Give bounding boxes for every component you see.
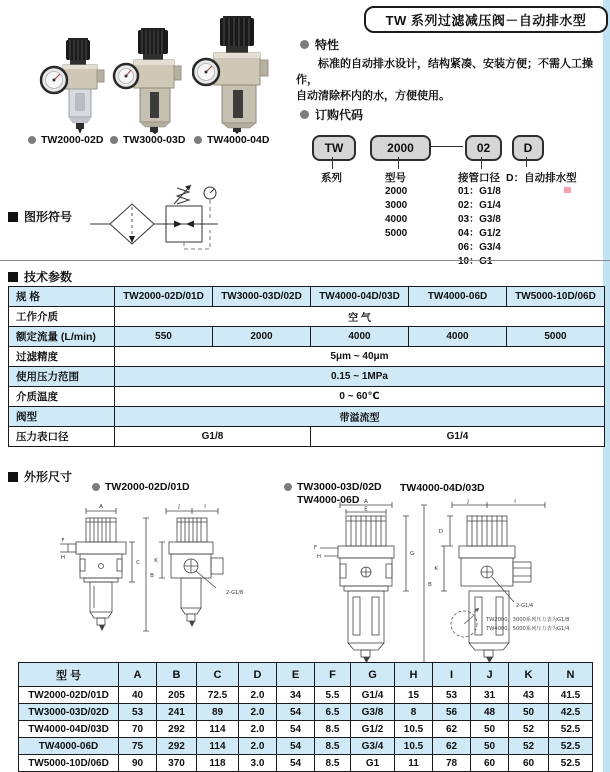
spec-header-cell: TW4000-04D/03D: [311, 287, 409, 307]
ordering-tick-series: [332, 157, 333, 169]
dim-cell: 52: [509, 721, 549, 738]
gauge-note-line1: TW2000、3000系列压力表为G1/8: [486, 617, 570, 623]
dim-cell: 10.5: [395, 738, 433, 755]
dim-header-cell: E: [277, 663, 315, 687]
dim-letter: C: [136, 560, 140, 566]
dim-letter: K: [154, 558, 158, 564]
ordering-box-series-text: TW: [324, 141, 344, 155]
dim-letter: H: [316, 554, 321, 560]
dim-row-tw2000: [19, 687, 593, 704]
features-heading-text: 特性: [315, 38, 340, 52]
spec-value-cell: 5000: [507, 327, 605, 347]
bullet-icon: [92, 483, 100, 491]
dim-cell: 34: [277, 687, 315, 704]
ordering-model-label: 型号: [385, 172, 406, 184]
port-note-small: 2-G1/8: [226, 590, 244, 596]
ordering-tick-drain: [526, 157, 527, 167]
bullet-icon: [300, 110, 309, 119]
dim-cell: 370: [157, 755, 197, 772]
product-label-tw4000: [194, 134, 269, 146]
dim-cell: 50: [471, 721, 509, 738]
ordering-heading: [300, 106, 363, 123]
spec-value-cell: G1/8: [115, 427, 311, 447]
dimensions-heading-text: 外形尺寸: [24, 470, 73, 484]
dim-cell: 72.5: [197, 687, 239, 704]
dim-header-cell: G: [351, 663, 395, 687]
spec-value-cell: 4000: [409, 327, 507, 347]
ordering-box-model: [370, 135, 431, 161]
dim-letter: J: [178, 504, 180, 510]
dim-cell: 60: [509, 755, 549, 772]
bullet-icon: [194, 136, 202, 144]
bullet-icon: [28, 136, 36, 144]
dim-letter: G: [410, 551, 415, 557]
dim-cell: 78: [433, 755, 471, 772]
spec-label-cell: 工作介质: [9, 307, 115, 327]
dim-letter: I: [204, 504, 206, 510]
product-photo-tw3000: [112, 28, 184, 134]
dim-cell: 2.0: [239, 721, 277, 738]
port-option: 03：G3/8: [458, 214, 501, 225]
dim-header-cell: C: [197, 663, 239, 687]
spec-value-cell: 4000: [311, 327, 409, 347]
dim-header-cell: 型 号: [19, 663, 119, 687]
spec-header-cell: TW3000-03D/02D: [213, 287, 311, 307]
dims-label-right-a-text: TW3000-03D/02D: [297, 481, 382, 493]
gauge-note-line2: TW4000、5000系列压力表为G1/4: [486, 626, 570, 632]
port-option: 10：G1: [458, 256, 493, 267]
dim-cell: 118: [197, 755, 239, 772]
spec-value-cell: G1/4: [311, 427, 605, 447]
dim-cell: TW4000-06D: [19, 738, 119, 755]
dim-cell: 10.5: [395, 721, 433, 738]
ordering-box-model-text: 2000: [387, 141, 414, 155]
features-line2: 自动清除杯内的水，方便使用。: [296, 90, 450, 102]
symbol-heading: [8, 208, 72, 225]
spec-label-cell: 压力表口径: [9, 427, 115, 447]
dim-header-cell: D: [239, 663, 277, 687]
dim-cell: 60: [471, 755, 509, 772]
dim-header-cell: J: [471, 663, 509, 687]
dim-cell: 53: [433, 687, 471, 704]
dim-cell: TW2000-02D/01D: [19, 687, 119, 704]
dim-row-tw5000: [19, 755, 593, 772]
spec-header-cell: TW4000-06D: [409, 287, 507, 307]
gauge-note: [446, 596, 608, 650]
dim-cell: 48: [471, 704, 509, 721]
dim-cell: 54: [277, 721, 315, 738]
spec-label-cell: 额定流量 (L/min): [9, 327, 115, 347]
dim-cell: 11: [395, 755, 433, 772]
spec-value-cell: 带溢流型: [115, 407, 605, 427]
bullet-icon: [300, 40, 309, 49]
dim-row-tw4000b: [19, 738, 593, 755]
ordering-port-options: [458, 185, 501, 269]
dim-cell: 5.5: [315, 687, 351, 704]
ordering-box-port: [465, 135, 502, 161]
dim-header-cell: I: [433, 663, 471, 687]
dim-cell: 70: [119, 721, 157, 738]
spec-value-cell: 0.15 ~ 1MPa: [115, 367, 605, 387]
dim-cell: 205: [157, 687, 197, 704]
ordering-series-label: 系列: [321, 172, 342, 184]
dim-cell: 75: [119, 738, 157, 755]
dim-cell: 50: [509, 704, 549, 721]
port-option: 01：G1/8: [458, 186, 501, 197]
product-label-tw3000: [110, 134, 185, 146]
specs-heading: [8, 268, 72, 285]
dim-cell: 62: [433, 738, 471, 755]
product-label-text: TW3000-03D: [123, 134, 186, 146]
dim-header-cell: F: [315, 663, 351, 687]
dim-header-cell: N: [549, 663, 593, 687]
square-bullet-icon: [8, 272, 18, 282]
dim-cell: 62: [433, 721, 471, 738]
spec-row-medium: [9, 307, 605, 327]
dim-letter: H: [60, 555, 66, 561]
features-line1: 标准的自动排水设计，结构紧凑、安装方便；不需人工操作，: [296, 58, 593, 86]
bullet-icon: [284, 483, 292, 491]
dim-cell: TW4000-04D/03D: [19, 721, 119, 738]
spec-header-row: [9, 287, 605, 307]
dim-cell: 50: [471, 738, 509, 755]
dim-cell: TW3000-03D/02D: [19, 704, 119, 721]
outline-drawing-tw2000: [58, 502, 253, 660]
ordering-box-drain-text: D: [523, 141, 533, 155]
pink-mark: [564, 187, 571, 193]
dim-cell: 3.0: [239, 755, 277, 772]
spec-value-cell: 0 ~ 60℃: [115, 387, 605, 407]
dimension-table: [18, 662, 593, 772]
dim-cell: 114: [197, 738, 239, 755]
dim-letter: A: [364, 499, 368, 505]
spec-row-temperature: [9, 387, 605, 407]
dim-cell: 52.5: [549, 738, 593, 755]
spec-label-cell: 使用压力范围: [9, 367, 115, 387]
ordering-model-options: [385, 185, 407, 241]
dim-letter: I: [514, 499, 516, 505]
dim-cell: G1/4: [351, 687, 395, 704]
model-option: 3000: [385, 200, 408, 211]
dim-cell: G1: [351, 755, 395, 772]
dim-letter: K: [434, 566, 438, 572]
dim-cell: 56: [433, 704, 471, 721]
ordering-box-drain: [512, 135, 544, 161]
spec-label-cell: 阀型: [9, 407, 115, 427]
dim-cell: 52.5: [549, 755, 593, 772]
dims-label-right-a: [284, 481, 382, 493]
dim-letter: J: [467, 499, 469, 505]
spec-header-cell: 规 格: [9, 287, 115, 307]
pneumatic-symbol-diagram: [88, 178, 218, 262]
spec-value-cell: 空 气: [115, 307, 605, 327]
product-label-text: TW4000-04D: [207, 134, 270, 146]
features-paragraph: [296, 56, 606, 104]
spec-header-cell: TW2000-02D/01D: [115, 287, 213, 307]
dim-cell: 8.5: [315, 755, 351, 772]
dim-letter: A: [99, 504, 103, 510]
dim-letter: E: [364, 506, 368, 513]
spec-label-cell: 介质温度: [9, 387, 115, 407]
spec-row-flow: [9, 327, 605, 347]
dim-header-cell: H: [395, 663, 433, 687]
square-bullet-icon: [8, 472, 18, 482]
spec-row-gauge-port: [9, 427, 605, 447]
dim-letter: D: [438, 529, 443, 535]
dim-cell: G3/4: [351, 738, 395, 755]
dim-letter: B: [150, 573, 154, 579]
dim-letter: F: [61, 538, 65, 544]
model-option: 4000: [385, 214, 408, 225]
page-title-text: TW 系列过滤减压阀－自动排水型: [385, 13, 587, 28]
model-option: 2000: [385, 186, 408, 197]
dim-cell: 8.5: [315, 721, 351, 738]
dim-cell: 8: [395, 704, 433, 721]
page-title: [364, 6, 608, 33]
spec-row-pressure: [9, 367, 605, 387]
dim-header-cell: B: [157, 663, 197, 687]
dim-cell: 54: [277, 755, 315, 772]
dims-label-right-b: TW4000-04D/03D: [400, 482, 485, 494]
dim-row-tw3000: [19, 704, 593, 721]
product-label-text: TW2000-02D: [41, 134, 104, 146]
features-heading: [300, 36, 339, 53]
spec-row-valve-type: [9, 407, 605, 427]
dims-label-right-c: TW4000-06D: [297, 494, 360, 506]
dim-cell: 2.0: [239, 738, 277, 755]
ordering-tick-model: [398, 157, 399, 169]
port-option: 02：G1/4: [458, 200, 501, 211]
spec-value-cell: 550: [115, 327, 213, 347]
dim-cell: 6.5: [315, 704, 351, 721]
ordering-connector-line: [429, 146, 463, 147]
port-note-large: 2-G1/4: [516, 603, 534, 609]
dims-label-left-text: TW2000-02D/01D: [105, 481, 190, 493]
dim-cell: 292: [157, 721, 197, 738]
dim-header-row: [19, 663, 593, 687]
specs-heading-text: 技术参数: [24, 270, 73, 284]
dim-letter: B: [428, 582, 432, 588]
dim-letter: F: [313, 545, 317, 551]
dim-cell: 31: [471, 687, 509, 704]
ordering-drain-label: D：自动排水型: [506, 172, 577, 184]
dim-header-cell: K: [509, 663, 549, 687]
ordering-heading-text: 订购代码: [315, 108, 364, 122]
product-photo-tw4000: [192, 16, 272, 134]
section-divider: [0, 260, 610, 261]
dim-cell: 8.5: [315, 738, 351, 755]
dim-cell: TW5000-10D/06D: [19, 755, 119, 772]
dim-cell: 54: [277, 704, 315, 721]
dim-cell: 40: [119, 687, 157, 704]
product-photo-tw2000: [36, 38, 106, 134]
spec-label-cell: 过滤精度: [9, 347, 115, 367]
symbol-heading-text: 图形符号: [24, 210, 73, 224]
dim-cell: 42.5: [549, 704, 593, 721]
spec-table: [8, 286, 605, 447]
port-option: 06：G3/4: [458, 242, 501, 253]
port-option: 04：G1/2: [458, 228, 501, 239]
dim-cell: G3/8: [351, 704, 395, 721]
spec-value-cell: 2000: [213, 327, 311, 347]
dim-row-tw4000a: [19, 721, 593, 738]
dim-cell: 43: [509, 687, 549, 704]
ordering-box-port-text: 02: [476, 141, 491, 155]
dim-cell: 41.5: [549, 687, 593, 704]
dim-cell: G1/2: [351, 721, 395, 738]
dim-cell: 89: [197, 704, 239, 721]
dim-cell: 90: [119, 755, 157, 772]
dim-cell: 53: [119, 704, 157, 721]
dim-cell: 52.5: [549, 721, 593, 738]
ordering-port-label: 接管口径: [458, 172, 500, 184]
dim-cell: 2.0: [239, 704, 277, 721]
dimensions-heading: [8, 468, 72, 485]
dim-cell: 292: [157, 738, 197, 755]
dim-cell: 54: [277, 738, 315, 755]
product-label-tw2000: [28, 134, 103, 146]
ordering-box-series: [312, 135, 356, 161]
dim-cell: 241: [157, 704, 197, 721]
spec-row-filtration: [9, 347, 605, 367]
spec-value-cell: 5μm ~ 40μm: [115, 347, 605, 367]
dim-cell: 2.0: [239, 687, 277, 704]
dim-cell: 15: [395, 687, 433, 704]
dim-header-cell: A: [119, 663, 157, 687]
dim-cell: 52: [509, 738, 549, 755]
dim-cell: 114: [197, 721, 239, 738]
spec-header-cell: TW5000-10D/06D: [507, 287, 605, 307]
square-bullet-icon: [8, 212, 18, 222]
dims-label-left: [92, 481, 190, 493]
model-option: 5000: [385, 228, 408, 239]
bullet-icon: [110, 136, 118, 144]
ordering-tick-port: [481, 157, 482, 169]
